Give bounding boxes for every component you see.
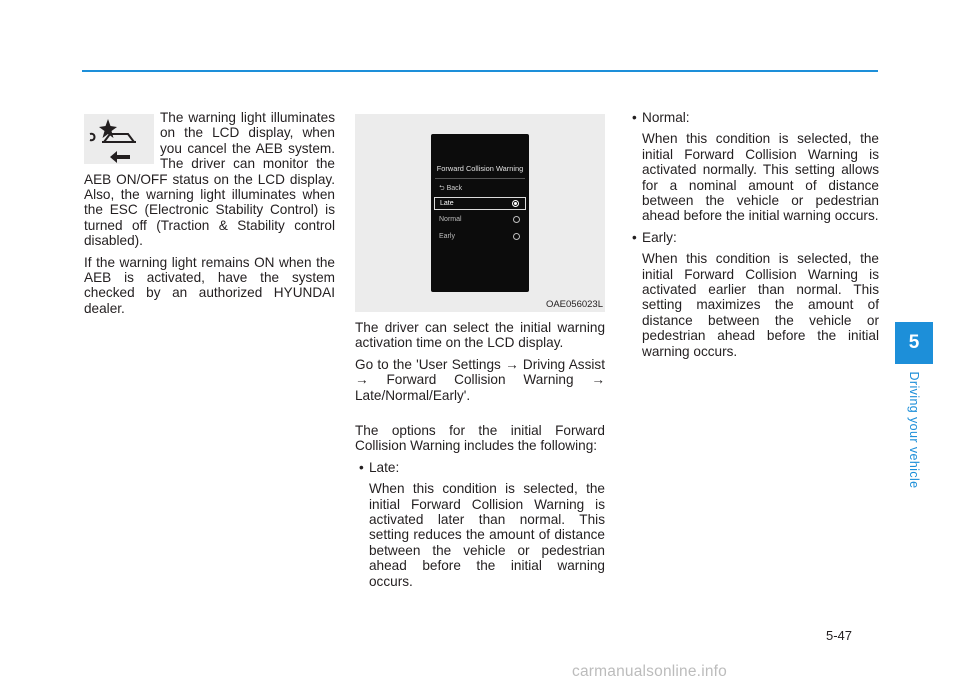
lcd-option-label: Late	[440, 200, 454, 207]
middle-column	[355, 110, 605, 595]
bullet-normal	[628, 110, 879, 125]
bullet-late	[355, 460, 605, 475]
chapter-title: Driving your vehicle	[907, 371, 921, 489]
lcd-divider	[435, 178, 525, 179]
lcd-menu-title: Forward Collision Warning	[436, 164, 524, 173]
lcd-display	[431, 134, 529, 292]
bullet-early	[628, 230, 879, 245]
lcd-option-label: Early	[439, 233, 455, 240]
options-intro-paragraph: The options for the initial Forward Collision Warning includes the following:	[355, 423, 605, 454]
lcd-figure	[355, 114, 605, 312]
right-column	[628, 110, 879, 365]
aeb-warning-light-icon	[84, 114, 154, 164]
radio-empty-icon	[513, 233, 520, 240]
normal-description: When this condition is selected, the initial Forward Collision Warning is activated normally. This setting allows for a nominal amount of distance between the vehicle or pedestrian ahead before the initial warning occurs.	[642, 131, 879, 224]
bullet-label: Late:	[369, 459, 400, 475]
lcd-option-early	[434, 230, 526, 243]
chapter-tab: 5	[895, 322, 933, 364]
warning-light-paragraph: The warning light illuminates on the LCD display, when you cancel the AEB system. The driver can monitor the AEB ON/OFF status on the LCD display. Also, the warning light illuminates when the ESC (Electronic Stability Control) is turned off (Traction & Stability control disabled).	[84, 110, 335, 249]
lcd-option-normal	[434, 213, 526, 226]
header-rule	[82, 70, 878, 72]
menu-path-paragraph: Go to the 'User Settings → Driving Assist → Forward Collision Warning → Late/Normal/Early'.	[355, 356, 605, 403]
lcd-option-late	[434, 197, 526, 210]
left-column	[84, 110, 335, 322]
watermark: carmanualsonline.info	[572, 663, 727, 680]
back-arrow-icon: ⮌	[439, 185, 445, 192]
lcd-option-label: Normal	[439, 216, 462, 223]
select-timing-paragraph: The driver can select the initial warning activation time on the LCD display.	[355, 320, 605, 351]
bullet-icon: •	[632, 110, 637, 125]
bullet-label: Normal:	[642, 110, 690, 125]
figure-code: OAE056023L	[545, 299, 603, 310]
radio-empty-icon	[513, 216, 520, 223]
bullet-label: Early:	[642, 229, 677, 245]
lcd-back-label: Back	[446, 185, 463, 192]
dealer-check-paragraph: If the warning light remains ON when the AEB is activated, have the system checked by an authorized HYUNDAI dealer.	[84, 254, 335, 316]
radio-selected-icon	[512, 200, 519, 207]
page-number: 5-47	[826, 628, 853, 643]
early-description: When this condition is selected, the initial Forward Collision Warning is activated earlier than normal. This setting maximizes the amount of distance between the vehicle or pedestrian ahead before the initial warning occurs.	[642, 251, 879, 359]
lcd-back-item	[439, 185, 462, 193]
late-description: When this condition is selected, the initial Forward Collision Warning is activated later than normal. This setting reduces the amount of distance between the vehicle or pedestrian ahead before the initial warning occurs.	[369, 481, 605, 589]
bullet-icon: •	[632, 229, 637, 245]
bullet-icon: •	[359, 459, 364, 475]
